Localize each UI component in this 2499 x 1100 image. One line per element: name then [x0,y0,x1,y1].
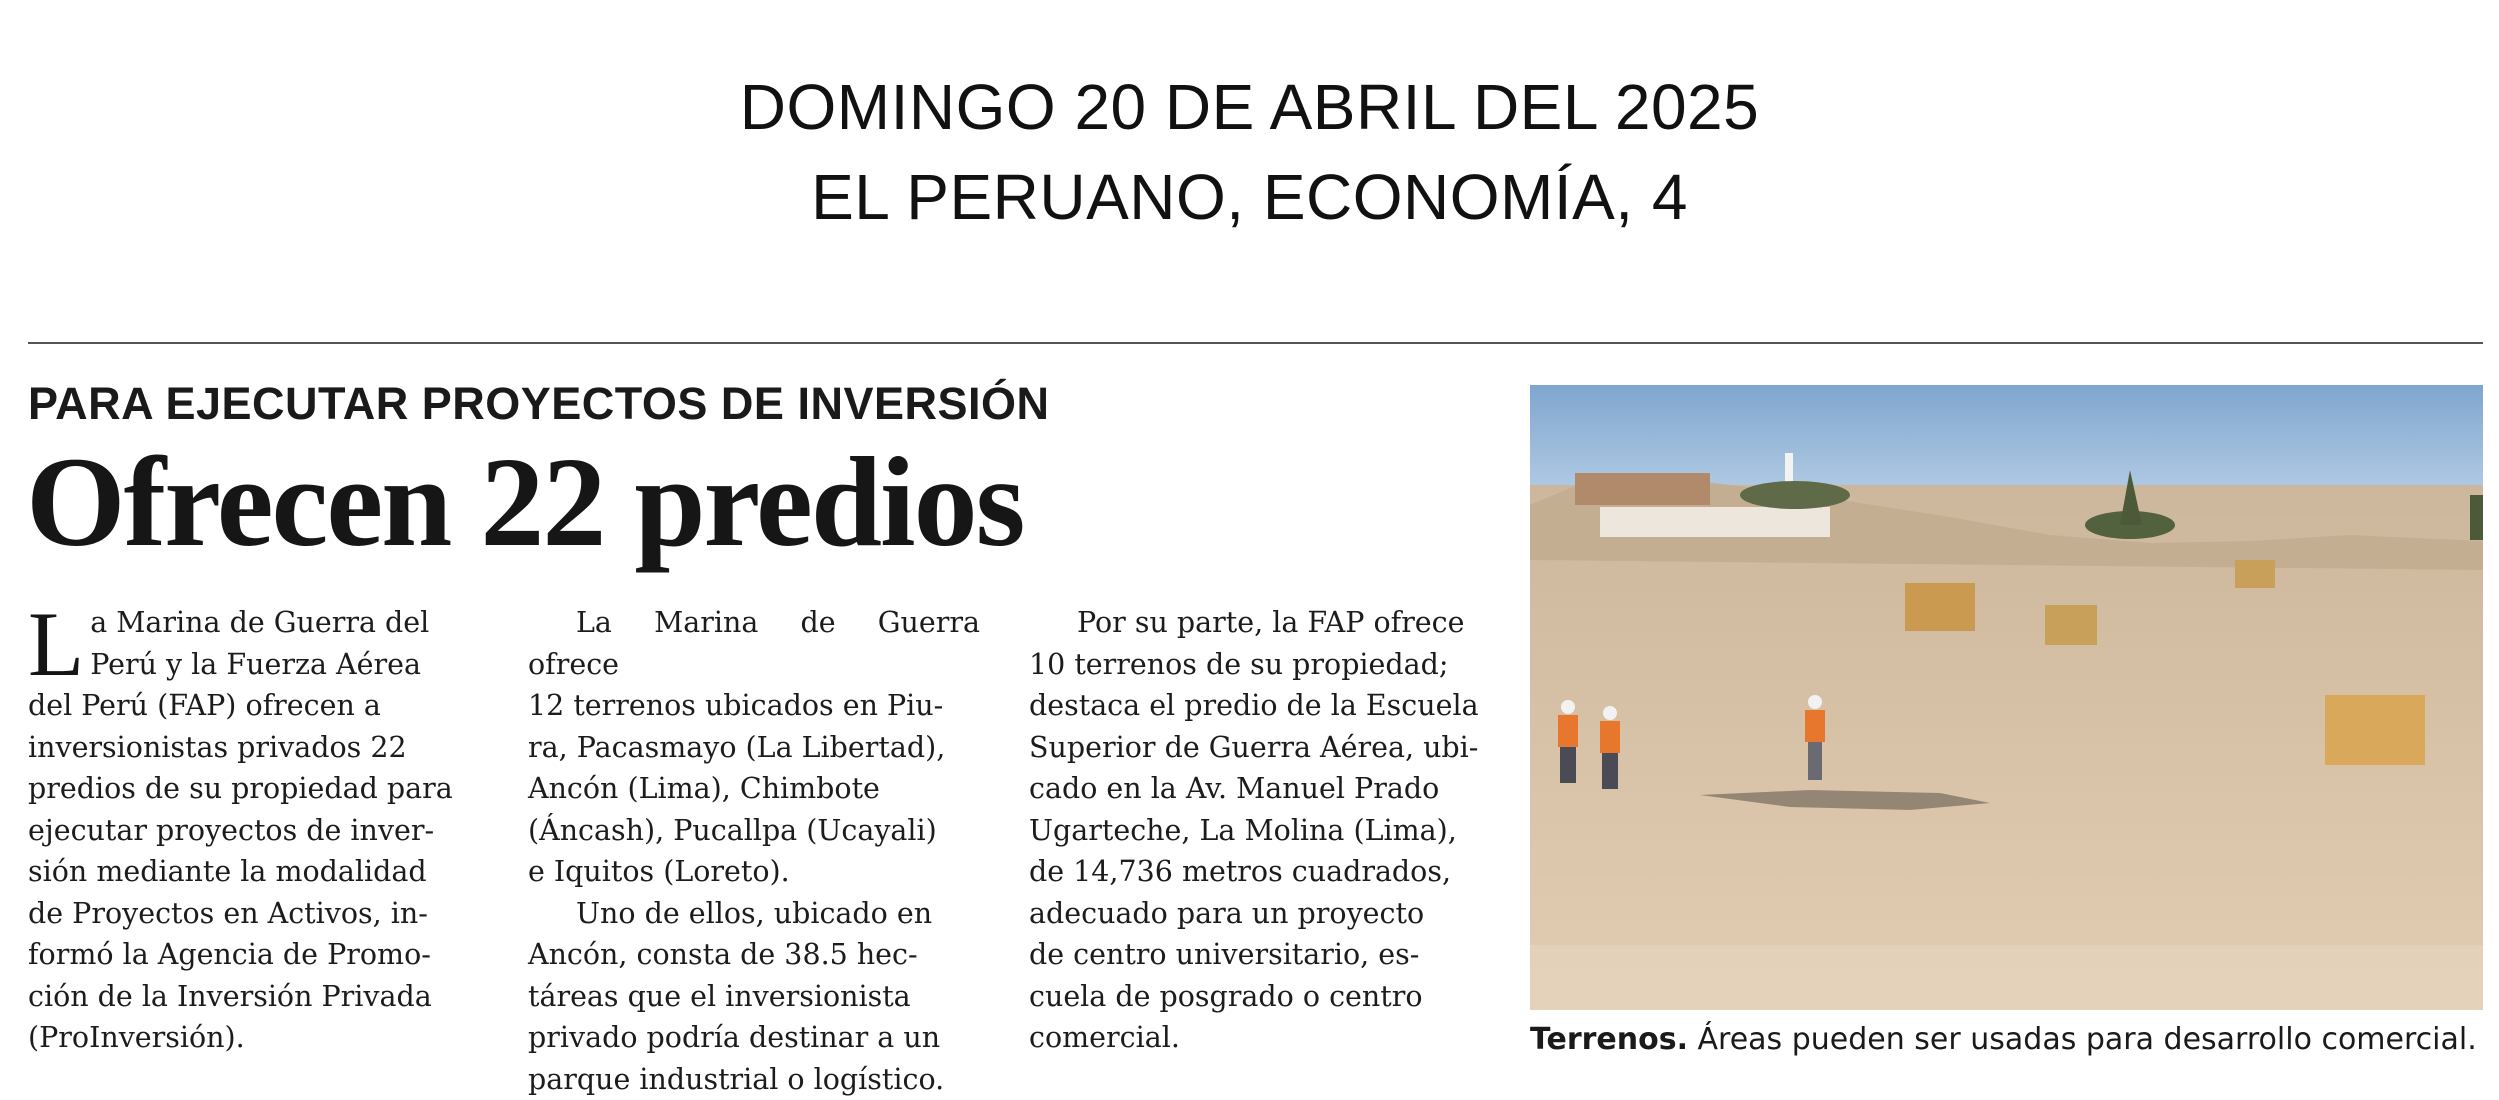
body-line: privado podría destinar a un [528,1021,941,1054]
body-line: Superior de Guerra Aérea, ubi- [1029,730,1479,764]
body-line: adecuado para un proyecto [1029,896,1425,930]
body-line: destaca el predio de la Escuela [1029,689,1479,722]
body-line: de Proyectos en Activos, in- [28,896,428,930]
body-line: sión mediante la modalidad [28,855,427,888]
foreground-sand [1530,945,2483,1010]
body-line: Ancón, consta de 38.5 hec- [528,938,918,971]
body-line: 12 terrenos ubicados en Piu- [528,689,944,722]
body-line: (Áncash), Pucallpa (Ucayali) [528,813,937,847]
body-line: (ProInversión). [28,1021,245,1054]
body-line: comercial. [1029,1021,1180,1054]
distant-building [1575,473,1710,505]
body-line: Ancón (Lima), Chimbote [528,772,880,805]
article-column-1 [28,593,480,1059]
photo-caption [1530,1018,2483,1062]
body-line: Por su parte, la FAP ofrece [1077,606,1465,639]
body-line: cuela de posgrado o centro [1029,979,1423,1013]
body-line: 10 terrenos de su propiedad; [1029,647,1449,681]
body-line: a Marina de Guerra del [90,606,430,639]
body-line: del Perú (FAP) ofrecen a [28,689,381,722]
body-line: de centro universitario, es- [1029,938,1420,971]
terrain-photo-illustration [1530,385,2483,1010]
body-line: ción de la Inversión Privada [28,979,432,1013]
body-line: táreas que el inversionista [528,979,911,1013]
article-column-3 [1029,602,1481,1059]
body-line: formó la Agencia de Promo- [28,938,431,971]
section-line: EL PERUANO, ECONOMÍA, 4 [811,161,1688,233]
hut-1 [1905,583,1975,631]
body-line: inversionistas privados 22 [28,730,407,764]
body-line: parque industrial o logístico. [528,1062,945,1096]
caption-bold: Terrenos. [1530,1022,1688,1057]
caption-text: Áreas pueden ser usadas para desarrollo comercial. [1687,1022,2477,1057]
article-photo [1530,385,2483,1010]
article-column-2 [528,602,980,1100]
body-line: Uno de ellos, ubicado en [576,896,933,930]
body-line: e Iquitos (Loreto). [528,855,790,888]
hut-2 [2045,605,2097,645]
body-line: de 14,736 metros cuadrados, [1029,855,1452,888]
hut-4 [2325,695,2425,765]
tree-edge [2470,495,2483,540]
distant-wall [1600,507,1830,537]
lighthouse [1785,453,1793,483]
header-divider [28,342,2483,344]
body-line: Perú y la Fuerza Aérea [90,647,421,681]
article-kicker: PARA EJECUTAR PROYECTOS DE INVERSIÓN [28,378,1050,429]
date-line: DOMINGO 20 DE ABRIL DEL 2025 [739,71,1760,143]
trees-left [1740,481,1850,509]
dropcap-letter: L [28,593,85,695]
body-line: La Marina de Guerra ofrece [528,606,980,681]
body-line: ejecutar proyectos de inver- [28,813,435,847]
body-line: ra, Pacasmayo (La Libertad), [528,730,946,764]
hut-3 [2235,560,2275,588]
article-headline: Ofrecen 22 predios [26,431,1024,573]
page-header [0,62,2499,242]
body-line: cado en la Av. Manuel Prado [1029,772,1440,805]
body-line: predios de su propiedad para [28,772,453,805]
body-line: Ugarteche, La Molina (Lima), [1029,813,1457,847]
